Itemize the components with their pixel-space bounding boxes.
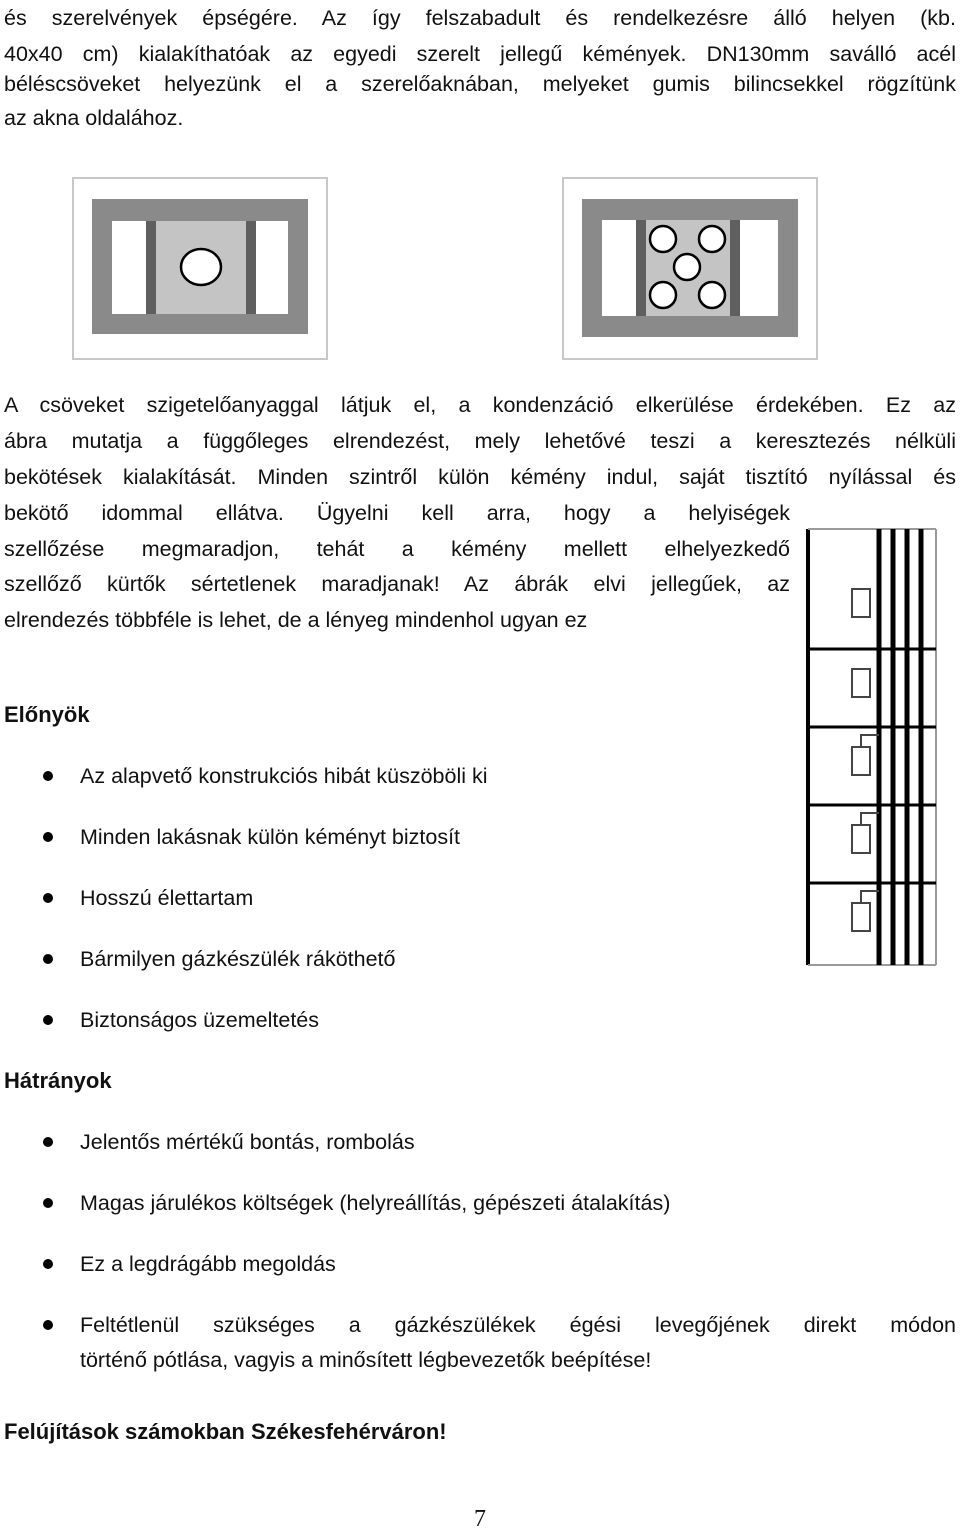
page-number: 7 — [474, 1506, 486, 1532]
disadvantage-item-continuation: történő pótlása, vagyis a minősített légbevezetők beépítése! — [80, 1348, 652, 1372]
advantage-item: Az alapvető konstrukciós hibát küszöböli ki — [80, 758, 488, 794]
paragraph-line: A csöveket szigetelőanyaggal látjuk el, a kondenzáció elkerülése érdekében. Ez az — [4, 393, 956, 417]
paragraph-line: és szerelvények épségére. Az így felszabadult és rendelkezésre álló helyen (kb. — [4, 6, 956, 30]
advantage-item: Hosszú élettartam — [80, 880, 253, 916]
paragraph-line: 40x40 cm) kialakíthatóak az egyedi szerelt jellegű kémények. DN130mm saválló acél — [4, 42, 956, 66]
advantage-item: Biztonságos üzemeltetés — [80, 1002, 319, 1038]
disadvantage-item: Magas járulékos költségek (helyreállítás, gépészeti átalakítás) — [80, 1185, 670, 1221]
paragraph-line: bekötő idommal ellátva. Ügyelni kell arra, hogy a helyiségek — [4, 501, 790, 525]
paragraph-line: bekötések kialakítását. Minden szintről külön kémény indul, saját tisztító nyílással és — [4, 465, 956, 489]
disadvantages-heading: Hátrányok — [4, 1068, 112, 1093]
vertical-flue-arrangement-figure — [805, 527, 940, 969]
paragraph-line: az akna oldalához. — [4, 106, 184, 130]
advantage-item: Bármilyen gázkészülék ráköthető — [80, 941, 396, 977]
paragraph-line: ábra mutatja a függőleges elrendezést, mely lehetővé teszi a keresztezés nélküli — [4, 429, 956, 453]
disadvantage-item: Feltétlenül szükséges a gázkészülékek égési levegőjének direkt módon — [80, 1307, 956, 1343]
closing-heading: Felújítások számokban Székesfehérváron! — [4, 1419, 447, 1444]
paragraph-line: szellőzése megmaradjon, tehát a kémény mellett elhelyezkedő — [4, 537, 790, 561]
single-flue-section-figure — [72, 177, 328, 360]
disadvantage-item: Jelentős mértékű bontás, rombolás — [80, 1124, 415, 1160]
paragraph-line: béléscsöveket helyezünk el a szerelőaknában, melyeket gumis bilincsekkel rögzítünk — [4, 72, 956, 96]
disadvantage-item: Ez a legdrágább megoldás — [80, 1246, 336, 1282]
paragraph-line: szellőző kürtők sértetlenek maradjanak! Az ábrák elvi jellegűek, az — [4, 572, 790, 596]
advantage-item: Minden lakásnak külön kéményt biztosít — [80, 819, 460, 855]
paragraph-line: elrendezés többféle is lehet, de a lényeg mindenhol ugyan ez — [4, 608, 588, 632]
advantages-heading: Előnyök — [4, 702, 90, 727]
multi-flue-section-figure — [562, 177, 818, 360]
